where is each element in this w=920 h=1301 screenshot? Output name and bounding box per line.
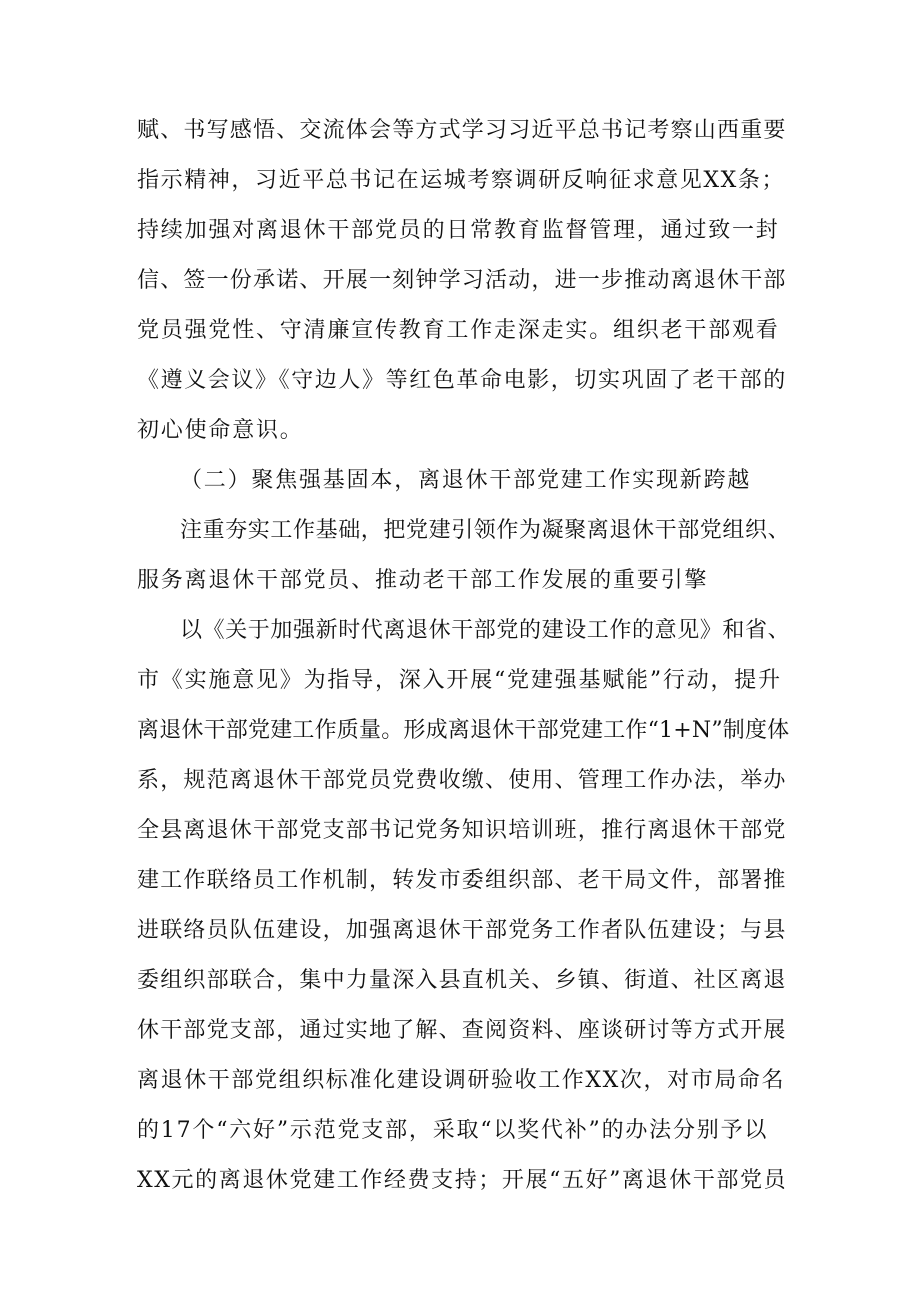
text-line-2: 指示精神，习近平总书记在运城考察调研反响征求意见XX条； xyxy=(137,168,786,193)
text-line-20: 离退休干部党组织标准化建设调研验收工作XX次，对市局命名 xyxy=(137,1068,786,1093)
text-line-16: 建工作联络员工作机制，转发市委组织部、老干局文件，部署推 xyxy=(137,868,787,893)
text-line-3: 持续加强对离退休干部党员的日常教育监督管理，通过致一封 xyxy=(137,218,780,243)
text-line-21: 的17个“六好”示范党支部，采取“以奖代补”的办法分别予以 xyxy=(137,1118,769,1143)
text-line-1: 赋、书写感悟、交流体会等方式学习习近平总书记考察山西重要 xyxy=(137,118,787,143)
text-line-15: 全县离退休干部党支部书记党务知识培训班，推行离退休干部党 xyxy=(137,818,787,843)
text-line-22: XX元的离退休党建工作经费支持；开展“五好”离退休干部党员 xyxy=(137,1168,788,1193)
text-line-9: 注重夯实工作基础，把党建引领作为凝聚离退休干部党组织、 xyxy=(180,518,791,543)
text-line-7: 初心使命意识。 xyxy=(137,418,304,443)
text-line-14: 系，规范离退休干部党员党费收缴、使用、管理工作办法，举办 xyxy=(137,768,787,793)
text-line-10: 服务离退休干部党员、推动老干部工作发展的重要引擎 xyxy=(137,568,709,593)
text-line-11: 以《关于加强新时代离退休干部党的建设工作的意见》和省、 xyxy=(180,618,791,643)
text-line-19: 休干部党支部，通过实地了解、查阅资料、座谈研讨等方式开展 xyxy=(137,1018,787,1043)
text-line-5: 党员强党性、守清廉宣传教育工作走深走实。组织老干部观看 xyxy=(137,318,780,343)
text-line-13: 离退休干部党建工作质量。形成离退休干部党建工作“1+N”制度体 xyxy=(137,718,790,743)
section-heading: （二）聚焦强基固本，离退休干部党建工作实现新跨越 xyxy=(180,468,752,493)
text-line-17: 进联络员队伍建设，加强离退休干部党务工作者队伍建设；与县 xyxy=(137,918,787,943)
text-line-12: 市《实施意见》为指导，深入开展“党建强基赋能”行动，提升 xyxy=(137,668,782,693)
text-line-18: 委组织部联合，集中力量深入县直机关、乡镇、街道、社区离退 xyxy=(137,968,787,993)
text-line-6: 《遵义会议》《守边人》等红色革命电影，切实巩固了老干部的 xyxy=(137,368,787,393)
text-line-4: 信、签一份承诺、开展一刻钟学习活动，进一步推动离退休干部 xyxy=(137,268,787,293)
